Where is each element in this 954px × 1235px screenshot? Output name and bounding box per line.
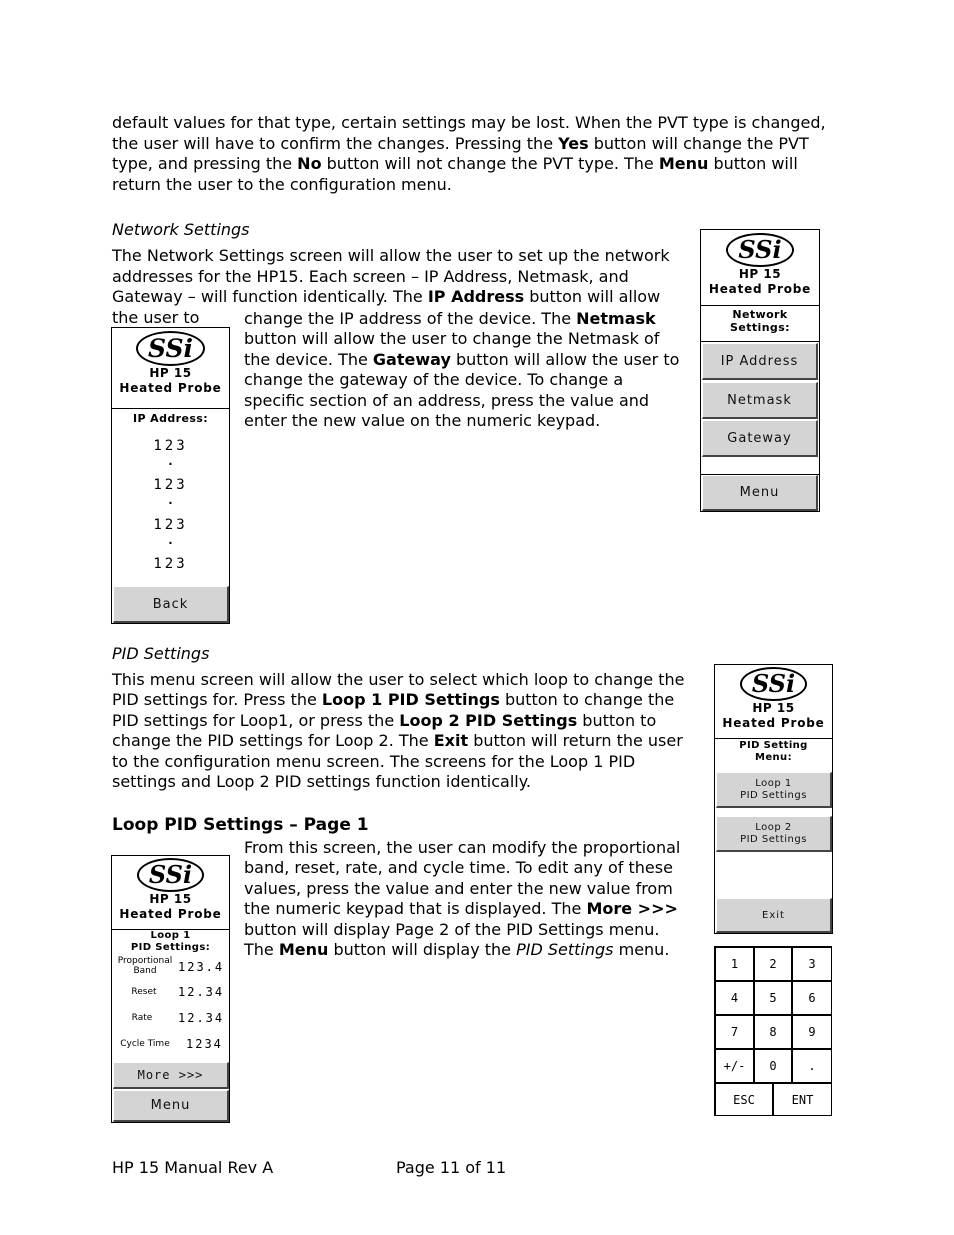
network-text-4: button will allow the user to change the Netmask of the device. The xyxy=(244,329,660,369)
network-settings-heading: Network Settings xyxy=(112,220,250,239)
network-bold-ip: IP Address xyxy=(427,287,525,307)
proportional-band-label-line2: Band xyxy=(133,966,157,976)
key-9[interactable]: 9 xyxy=(793,1016,831,1048)
menu-button[interactable]: Menu xyxy=(702,475,818,511)
pid-bold-exit: Exit xyxy=(433,731,469,751)
pid-text-4: button will return the user to the configuration menu screen. The screens for the Loop 1 PID settings and Loop 2 PID settings function identically. xyxy=(112,731,683,792)
logo-product: Heated Probe xyxy=(119,907,222,921)
ip-octet-4[interactable]: 123 xyxy=(153,556,188,572)
rate-label: Rate xyxy=(131,1013,153,1023)
ip-dot-3: . xyxy=(166,533,175,547)
key-decimal[interactable]: . xyxy=(793,1050,831,1082)
ent-key[interactable]: ENT xyxy=(774,1084,831,1115)
loop1-button-line2: PID Settings xyxy=(740,789,807,801)
network-text-5: button will allow the user to change the gateway of the device. To change a specific section of an address, press the value and enter the new value on the numeric keypad. xyxy=(244,349,680,431)
loop-bold-more: More >>> xyxy=(586,899,678,919)
intro-no: No xyxy=(297,154,322,174)
loop1-pid-settings-button[interactable] xyxy=(716,772,832,808)
netmask-button[interactable]: Netmask xyxy=(702,382,818,419)
key-1[interactable]: 1 xyxy=(716,948,753,980)
key-0[interactable]: 0 xyxy=(755,1050,791,1082)
key-plus-minus[interactable]: +/- xyxy=(716,1050,753,1082)
exit-button[interactable]: Exit xyxy=(716,898,832,933)
network-paragraph-b xyxy=(244,309,684,433)
loop1-pid-settings-panel xyxy=(111,855,230,1123)
loop1-button-line1: Loop 1 xyxy=(755,777,792,789)
ssi-logo: SSi xyxy=(726,233,793,267)
ip-octet-1[interactable]: 123 xyxy=(153,438,188,454)
ssi-logo: SSi xyxy=(137,858,204,892)
pid-menu-title-line1: PID Setting xyxy=(739,740,808,751)
loop-pid-settings-heading: Loop PID Settings – Page 1 xyxy=(112,815,369,835)
panel-logo xyxy=(112,328,229,409)
intro-menu: Menu xyxy=(658,154,709,174)
reset-label: Reset xyxy=(131,987,157,997)
rate-value[interactable]: 12.34 xyxy=(178,1011,225,1025)
pid-menu-title-line2: Menu: xyxy=(755,752,792,763)
loop1-title-line1: Loop 1 xyxy=(150,930,191,941)
pid-setting-menu-panel xyxy=(714,664,833,934)
panel-logo xyxy=(715,665,832,739)
proportional-band-value[interactable]: 123.4 xyxy=(178,960,225,974)
loop-bold-menu: Menu xyxy=(278,940,329,960)
ip-address-panel xyxy=(111,327,230,624)
ip-octet-2[interactable]: 123 xyxy=(153,477,188,493)
key-6[interactable]: 6 xyxy=(793,982,831,1014)
pid-text-3: button to change the PID settings for Loop 2. The xyxy=(112,710,657,751)
menu-button[interactable]: Menu xyxy=(113,1090,229,1122)
loop-paragraph xyxy=(244,838,694,962)
footer-page-number: Page 11 of 11 xyxy=(396,1158,507,1177)
gateway-button[interactable]: Gateway xyxy=(702,420,818,457)
intro-text-3: button will not change the PVT type. The xyxy=(321,154,659,174)
pid-menu-title xyxy=(715,739,832,764)
cycle-time-value[interactable]: 1234 xyxy=(186,1037,223,1051)
pid-text-1: This menu screen will allow the user to select which loop to change the PID settings for. Press the xyxy=(112,669,685,710)
key-7[interactable]: 7 xyxy=(716,1016,753,1048)
ip-panel-title: IP Address: xyxy=(132,412,209,425)
pid-bold-loop1: Loop 1 PID Settings xyxy=(321,690,500,710)
network-text-1: The Network Settings screen will allow the user to set up the network addresses for the HP15. Each screen – IP Address, Netmask, and Gateway – will function identically. The xyxy=(112,246,670,307)
back-button[interactable]: Back xyxy=(113,586,229,623)
logo-model: HP 15 xyxy=(752,701,795,715)
numeric-keypad xyxy=(714,946,832,1116)
logo-product: Heated Probe xyxy=(119,381,222,395)
ip-address-button[interactable]: IP Address xyxy=(702,343,818,380)
loop1-title-line2: PID Settings: xyxy=(130,942,211,953)
intro-text-2: button will change the PVT type, and pressing the xyxy=(112,133,809,174)
intro-text-1: default values for that type, certain settings may be lost. When the PVT type is changed, the user will have to confirm the changes. Pressing the xyxy=(112,113,826,153)
network-title-line1: Network xyxy=(732,308,788,321)
loop-italic-pid-settings: PID Settings xyxy=(516,940,614,960)
loop-text-4: menu. xyxy=(613,940,670,960)
ip-octet-3[interactable]: 123 xyxy=(153,517,188,533)
network-bold-netmask: Netmask xyxy=(576,308,656,328)
pid-text-2: button to change the PID settings for Loop1, or press the xyxy=(112,690,675,730)
pid-settings-heading: PID Settings xyxy=(112,644,210,663)
footer-manual-title: HP 15 Manual Rev A xyxy=(112,1158,274,1177)
loop1-panel-title xyxy=(112,930,229,954)
ip-dot-1: . xyxy=(166,454,175,468)
logo-model: HP 15 xyxy=(738,267,782,281)
intro-text-4: button will return the user to the configuration menu. xyxy=(112,154,798,194)
ssi-logo: SSi xyxy=(740,667,807,701)
key-3[interactable]: 3 xyxy=(793,948,831,980)
network-text-3: change the IP address of the device. The xyxy=(244,308,577,328)
esc-key[interactable]: ESC xyxy=(716,1084,772,1115)
loop-text-1: From this screen, the user can modify the proportional band, reset, rate, and cycle time. To edit any of these values, press the value and enter the new value from the numeric keypad that is displayed. The xyxy=(244,837,681,919)
ssi-logo: SSi xyxy=(136,331,205,366)
pid-bold-loop2: Loop 2 PID Settings xyxy=(399,710,578,730)
proportional-band-label-line1: Proportional xyxy=(117,956,173,966)
ip-dot-2: . xyxy=(166,493,175,507)
key-8[interactable]: 8 xyxy=(755,1016,791,1048)
intro-paragraph xyxy=(112,113,837,195)
panel-logo xyxy=(112,856,229,930)
more-button[interactable]: More >>> xyxy=(113,1062,229,1089)
intro-yes: Yes xyxy=(558,133,589,153)
key-4[interactable]: 4 xyxy=(716,982,753,1014)
loop2-button-line1: Loop 2 xyxy=(755,821,792,833)
network-text-2: button will allow the user to xyxy=(112,287,661,327)
panel-logo xyxy=(701,230,819,306)
network-bold-gateway: Gateway xyxy=(372,349,451,369)
loop-text-3: button will display the xyxy=(328,940,517,960)
loop-text-2: button will display Page 2 of the PID Settings menu. The xyxy=(244,919,660,960)
loop2-button-line2: PID Settings xyxy=(740,833,807,845)
network-title-line2: Settings: xyxy=(730,321,790,334)
key-5[interactable]: 5 xyxy=(755,982,791,1014)
network-panel-title xyxy=(701,306,819,342)
cycle-time-label: Cycle Time xyxy=(120,1039,170,1049)
pid-paragraph xyxy=(112,670,697,794)
network-settings-panel xyxy=(700,229,820,512)
logo-product: Heated Probe xyxy=(722,716,825,730)
logo-model: HP 15 xyxy=(149,892,192,906)
reset-value[interactable]: 12.34 xyxy=(178,985,225,999)
key-2[interactable]: 2 xyxy=(755,948,791,980)
logo-product: Heated Probe xyxy=(708,282,812,296)
proportional-band-label xyxy=(114,956,176,976)
loop2-pid-settings-button[interactable] xyxy=(716,816,832,852)
network-panel-divider xyxy=(701,459,819,475)
logo-model: HP 15 xyxy=(149,366,192,380)
